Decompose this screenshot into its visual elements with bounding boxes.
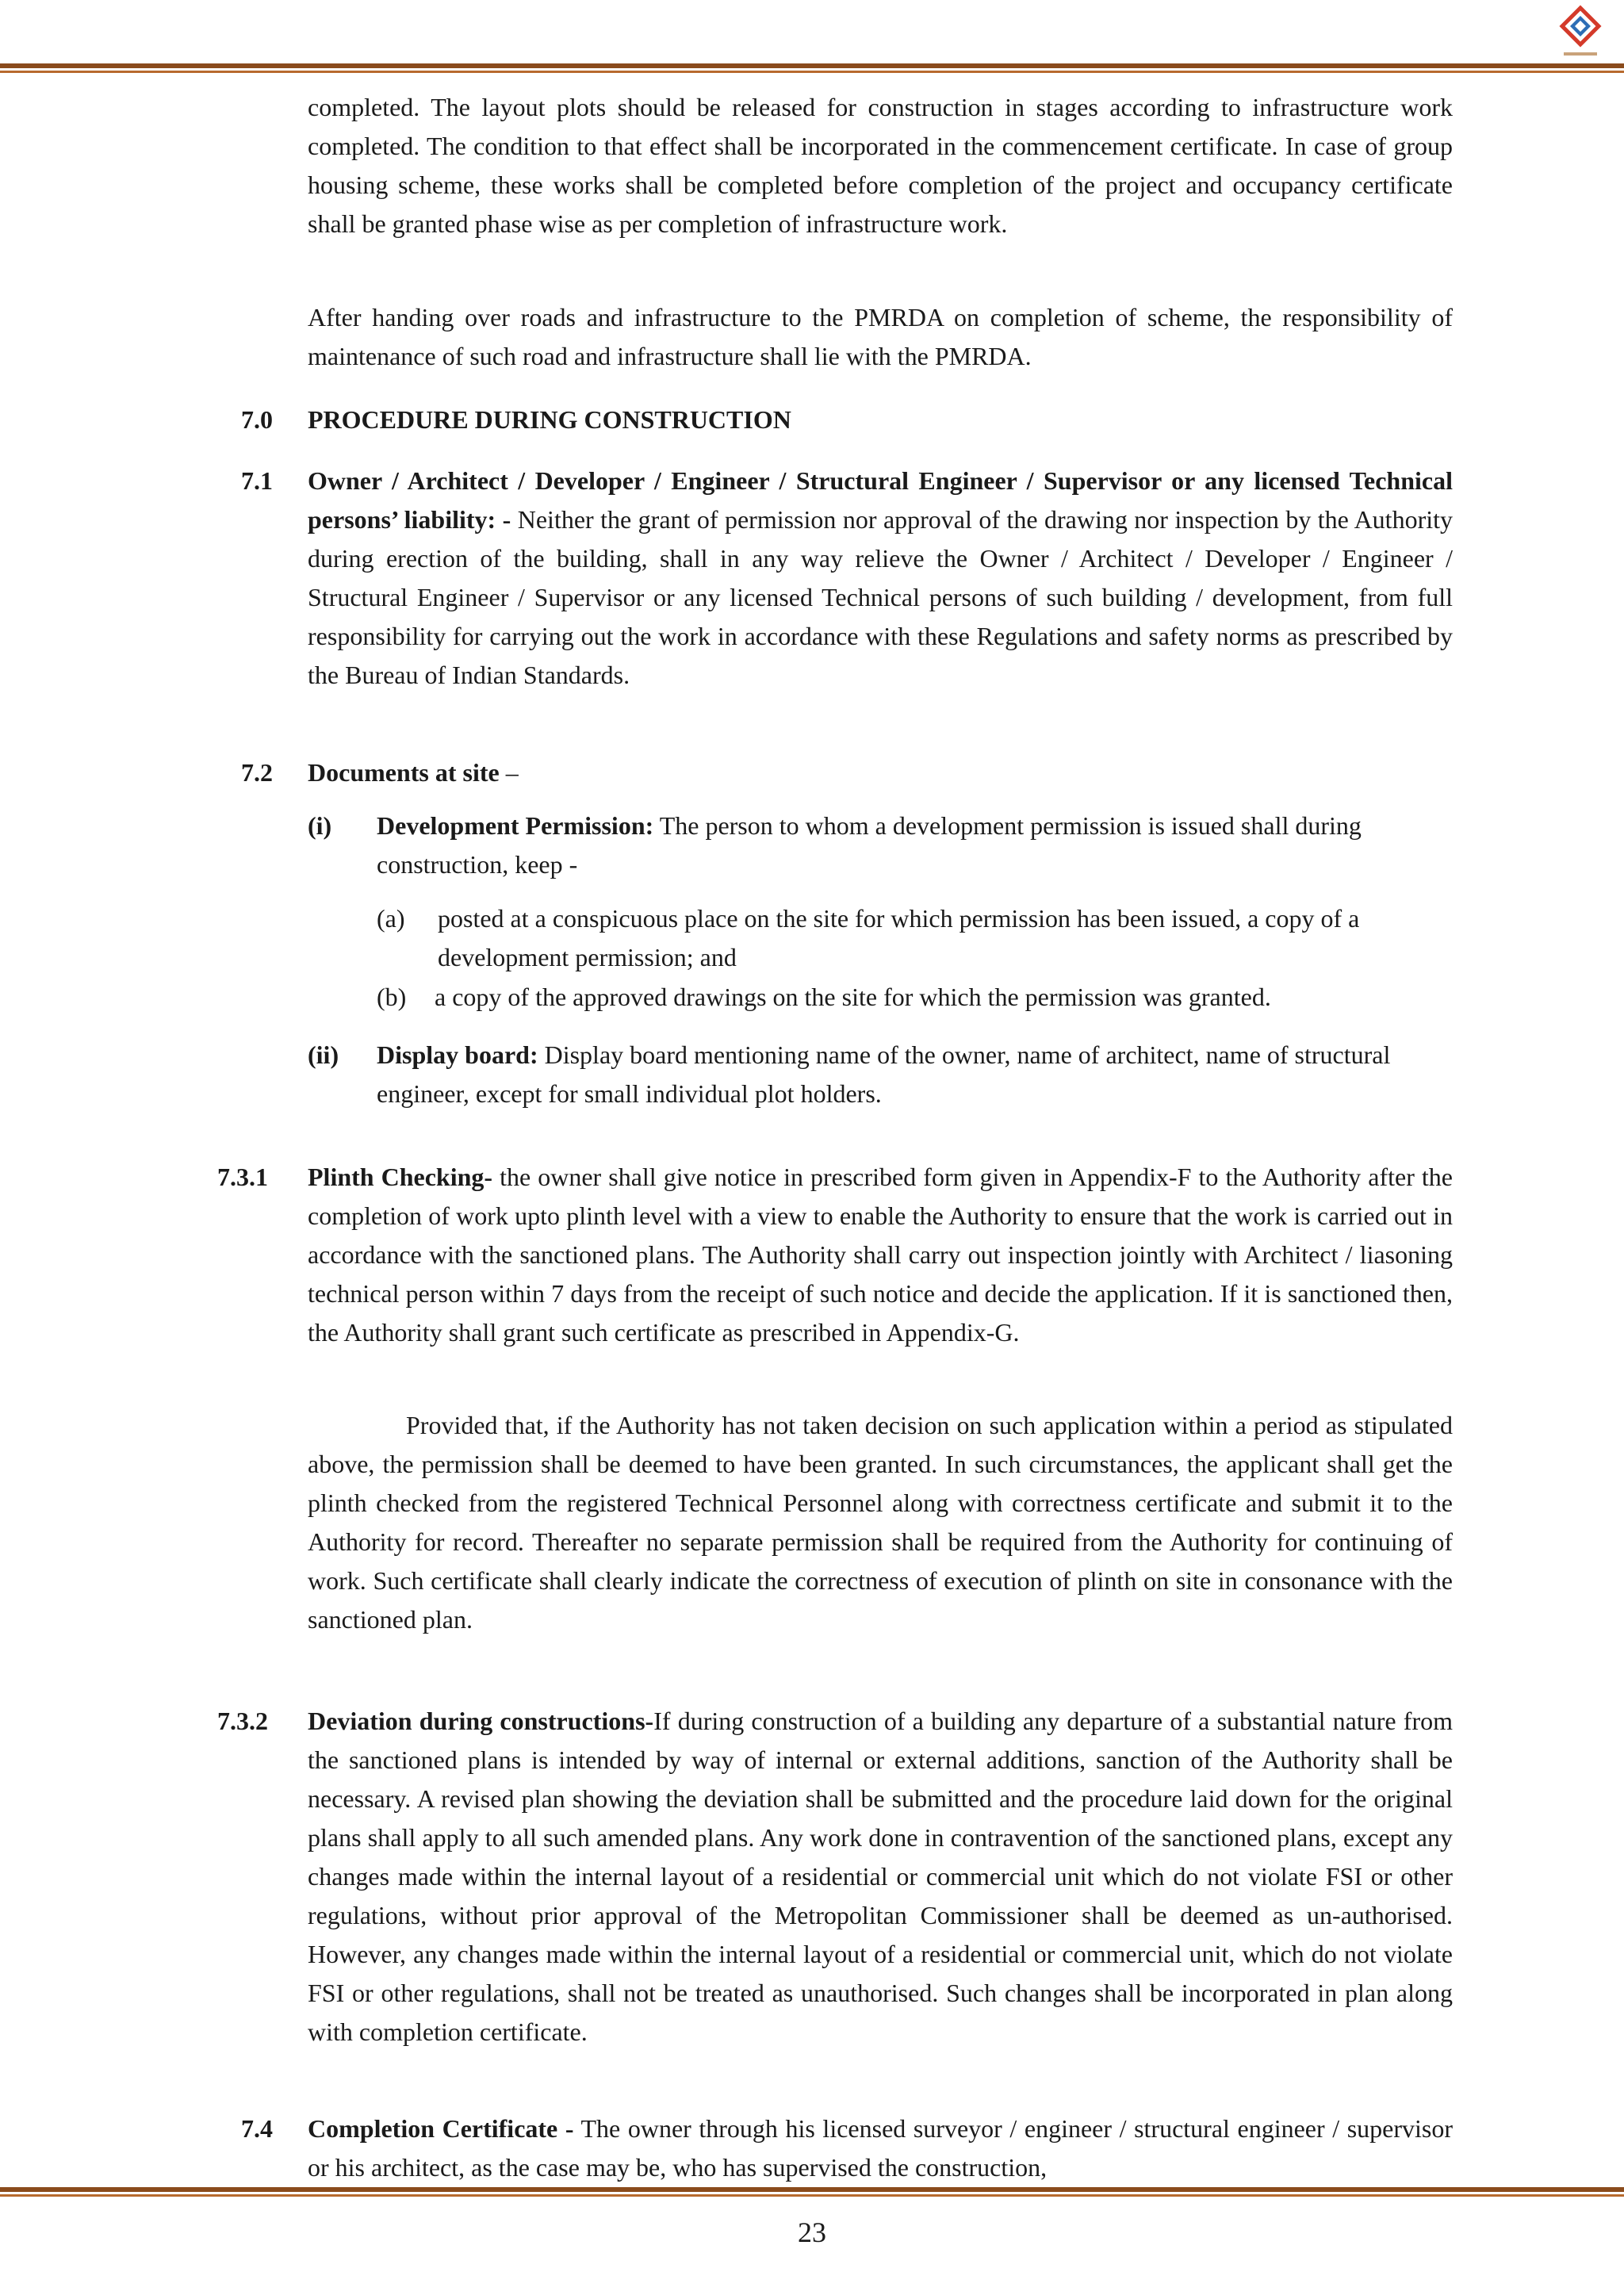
item-b-marker: (b) [377, 983, 407, 1011]
section-7-1-title: Owner / Architect / Developer / Engineer / Structural Engineer / Supervisor or any licensed Technical persons’ liability: - [308, 466, 1453, 534]
section-7-2-heading [308, 753, 1453, 792]
paragraph-after-handing-over: After handing over roads and infrastructure to the PMRDA on completion of scheme, the responsibility of maintenance of such road and infrastructure shall lie with the PMRDA. [308, 303, 1453, 370]
section-7-3-2-number: 7.3.2 [217, 1707, 268, 1735]
section-7-4-text: The owner through his licensed surveyor / engineer / structural engineer / supervisor or his architect, as the case may be, who has supervised the construction, [308, 2114, 1454, 2182]
item-i-title: Development Permission: [377, 811, 654, 840]
header-rule [0, 63, 1624, 73]
section-7-3-2-title: Deviation during constructions- [308, 1707, 654, 1735]
section-7-2-dash: – [499, 758, 519, 787]
paragraph-intro: completed. The layout plots should be released for construction in stages according to infrastructure work completed. The condition to that effect shall be incorporated in the commencement certificate. In case of group housing scheme, these works shall be completed before completion of the project and occupancy certificate shall be granted phase wise as per completion of infrastructure work. [308, 93, 1453, 238]
item-ii-marker: (ii) [308, 1040, 339, 1069]
section-7-3-1-text: the owner shall give notice in prescribed form given in Appendix-F to the Authority after the completion of work upto plinth level with a view to enable the Authority to ensure that the work is carried out in accordance with the sanctioned plans. The Authority shall carry out inspection jointly with Architect / liasoning technical person within 7 days from the receipt of such notice and decide the application. If it is sanctioned then, the Authority shall grant such certificate as prescribed in Appendix-G. [308, 1163, 1454, 1347]
section-7-2-title: Documents at site [308, 758, 500, 787]
section-7-3-2-text: If during construction of a building any departure of a substantial nature from the sanctioned plans is intended by way of internal or external additions, sanction of the Authority shall be necessary. A revised plan showing the deviation shall be submitted and the procedure laid down for the original plans shall apply to all such amended plans. Any work done in contravention of the sanctioned plans, except any changes made within the internal layout of a residential or commercial unit which do not violate FSI or other regulations, without prior approval of the Metropolitan Commissioner shall be deemed as un-authorised. However, any changes made within the internal layout of a residential or commercial unit, which do not violate FSI or other regulations, shall not be treated as unauthorised. Such changes shall be incorporated in plan along with completion certificate. [308, 1707, 1454, 2046]
item-ii-text: Display board mentioning name of the owner, name of architect, name of structural engineer, except for small individual plot holders. [377, 1040, 1391, 1108]
pmrda-logo-icon [1553, 5, 1608, 63]
section-7-3-2-paragraph [308, 1702, 1453, 2052]
section-7-4-number: 7.4 [241, 2114, 273, 2143]
section-7-1-number: 7.1 [241, 466, 273, 495]
footer-rule [0, 2187, 1624, 2197]
item-a-text: posted at a conspicuous place on the site for which permission has been issued, a copy of a development permission; and [438, 904, 1360, 971]
item-ii-title: Display board: [377, 1040, 538, 1069]
section-7-2-number: 7.2 [241, 758, 273, 787]
section-7-0-heading: PROCEDURE DURING CONSTRUCTION [308, 405, 791, 434]
section-7-3-1-number: 7.3.1 [217, 1163, 268, 1191]
item-ii-paragraph [377, 1036, 1423, 1113]
item-i-paragraph [377, 807, 1400, 884]
item-i-marker: (i) [308, 811, 332, 840]
section-7-1-text: Neither the grant of permission nor approval of the drawing nor inspection by the Authority during erection of the building, shall in any way relieve the Owner / Architect / Developer / Engineer / Structural Engineer / Supervisor or any licensed Technical persons of such building / development, from full responsibility for carrying out the work in accordance with these Regulations and safety norms as prescribed by the Bureau of Indian Standards. [308, 505, 1454, 689]
page-number: 23 [798, 2216, 826, 2248]
section-7-3-1-paragraph [308, 1158, 1453, 1352]
item-b-text: a copy of the approved drawings on the site for which the permission was granted. [435, 983, 1271, 1011]
section-7-0-number: 7.0 [241, 405, 273, 434]
section-7-1-paragraph [308, 462, 1453, 695]
section-7-3-1-proviso: Provided that, if the Authority has not taken decision on such application within a period as stipulated above, the permission shall be deemed to have been granted. In such circumstances, the applicant shall get the plinth checked from the registered Technical Personnel along with correctness certificate and submit it to the Authority for record. Thereafter no separate permission shall be required from the Authority for continuing of work. Such certificate shall clearly indicate the correctness of execution of plinth on site in consonance with the sanctioned plan. [308, 1411, 1453, 1634]
item-i-text: The person to whom a development permission is issued shall during construction, keep - [377, 811, 1362, 879]
section-7-4-paragraph [308, 2109, 1453, 2187]
item-a-marker: (a) [377, 904, 405, 933]
section-7-3-1-title: Plinth Checking- [308, 1163, 493, 1191]
section-7-4-title: Completion Certificate - [308, 2114, 574, 2143]
